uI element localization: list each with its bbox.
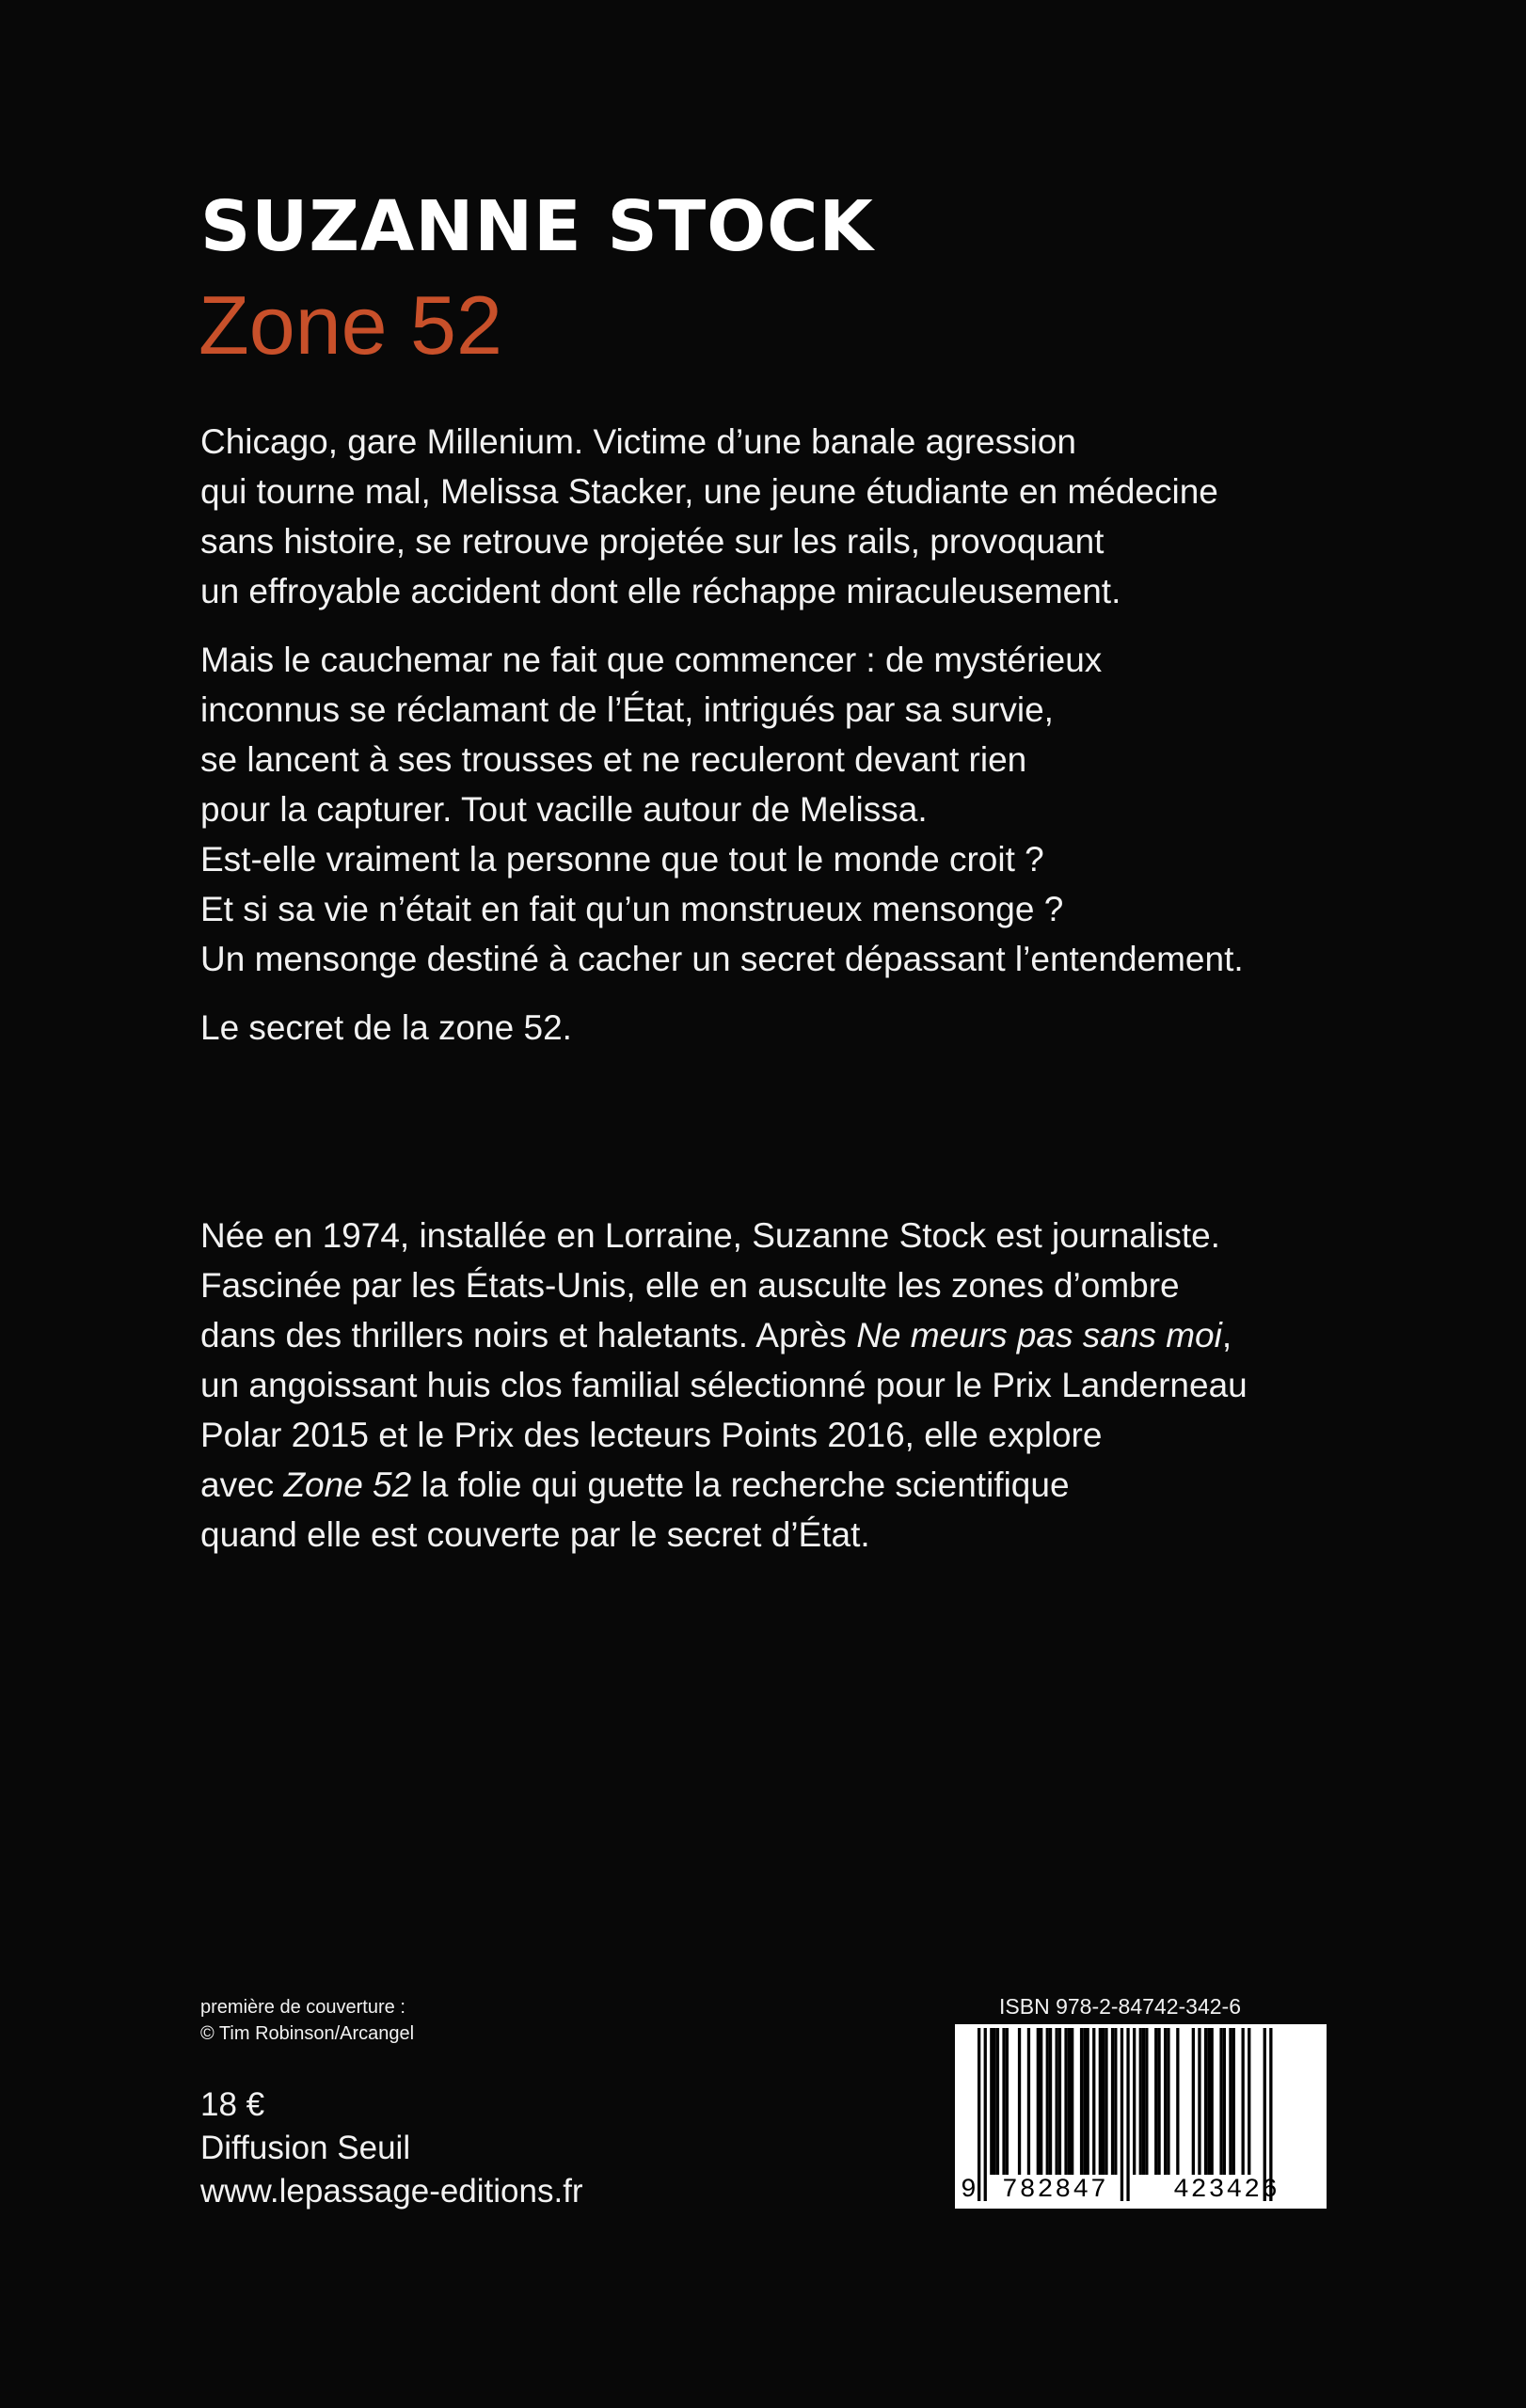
barcode-digit-first: 9 xyxy=(961,2176,977,2205)
author-name: SUZANNE STOCK xyxy=(200,186,874,267)
barcode-bar xyxy=(1154,2028,1157,2175)
barcode-bar xyxy=(1006,2028,1009,2175)
book-title-reference: Zone 52 xyxy=(283,1465,412,1504)
barcode-bar xyxy=(1068,2028,1071,2175)
price: 18 € xyxy=(200,2086,265,2123)
barcode-bar xyxy=(1105,2028,1107,2175)
barcode-bar xyxy=(1099,2028,1102,2175)
barcode-bar xyxy=(1018,2028,1021,2175)
bio-line: un angoissant huis clos familial sélectionné pour le Prix Landerneau xyxy=(200,1366,1248,1404)
barcode-bar xyxy=(1167,2028,1169,2175)
barcode-bar xyxy=(1092,2028,1095,2175)
barcode-bar xyxy=(1176,2028,1179,2175)
barcode-bar xyxy=(1229,2028,1232,2175)
blurb-line: qui tourne mal, Melissa Stacker, une jeune étudiante en médecine xyxy=(200,472,1218,511)
publisher-website: www.lepassage-editions.fr xyxy=(200,2173,583,2210)
blurb-paragraph-2 xyxy=(200,635,1423,984)
publisher-info xyxy=(200,2083,583,2213)
barcode-bar xyxy=(1157,2028,1160,2175)
bio-text: avec xyxy=(200,1465,284,1504)
distribution: Diffusion Seuil xyxy=(200,2130,411,2166)
barcode-bar xyxy=(1232,2028,1235,2175)
bio-line xyxy=(200,1460,1423,1510)
blurb xyxy=(200,417,1423,1071)
barcode-bar xyxy=(1083,2028,1086,2175)
blurb-line: pour la capturer. Tout vacille autour de Melissa. xyxy=(200,790,928,829)
barcode-bar xyxy=(1087,2028,1089,2175)
barcode-digits xyxy=(955,2175,1327,2207)
barcode-bar xyxy=(1192,2028,1195,2175)
barcode-bar xyxy=(1058,2028,1061,2175)
bio-line: Polar 2015 et le Prix des lecteurs Points 2016, elle explore xyxy=(200,1416,1103,1454)
cover-credit xyxy=(200,1994,414,2047)
blurb-paragraph-1 xyxy=(200,417,1423,616)
blurb-line: inconnus se réclamant de l’État, intrigués par sa survie, xyxy=(200,690,1054,729)
barcode-bar xyxy=(1164,2028,1167,2175)
barcode-bar xyxy=(1040,2028,1042,2175)
bio-text: dans des thrillers noirs et haletants. Après xyxy=(200,1316,857,1354)
bio-text: la folie qui guette la recherche scientifique xyxy=(411,1465,1070,1504)
barcode-bar xyxy=(996,2028,999,2175)
book-title-reference: Ne meurs pas sans moi xyxy=(856,1316,1222,1354)
bio-line: Née en 1974, installée en Lorraine, Suzanne Stock est journaliste. xyxy=(200,1216,1220,1255)
credit-label: première de couverture : xyxy=(200,1997,405,2018)
barcode-bar xyxy=(1207,2028,1210,2175)
author-bio xyxy=(200,1211,1423,1560)
barcode-bar xyxy=(1242,2028,1245,2175)
barcode-bar xyxy=(1049,2028,1052,2175)
barcode-bar xyxy=(1027,2028,1030,2175)
barcode-bar xyxy=(993,2028,996,2175)
barcode-bar xyxy=(1056,2028,1058,2175)
bio-paragraph xyxy=(200,1211,1423,1560)
barcode-bar xyxy=(1219,2028,1222,2175)
barcode-bar xyxy=(1204,2028,1207,2175)
barcode-bar xyxy=(1139,2028,1142,2175)
barcode-bar xyxy=(1198,2028,1200,2175)
blurb-line: sans histoire, se retrouve projetée sur les rails, provoquant xyxy=(200,522,1105,561)
barcode-bar xyxy=(1046,2028,1049,2175)
barcode-bar xyxy=(1002,2028,1005,2175)
barcode xyxy=(955,2024,1327,2209)
blurb-line: Un mensonge destiné à cacher un secret dépassant l’entendement. xyxy=(200,940,1244,978)
barcode-digits-right: 423426 xyxy=(1173,2176,1280,2205)
barcode-bar xyxy=(1142,2028,1145,2175)
credit-photo: © Tim Robinson/Arcangel xyxy=(200,2023,415,2044)
barcode-digits-left: 782847 xyxy=(1002,2176,1108,2205)
barcode-bar xyxy=(1071,2028,1073,2175)
barcode-bar xyxy=(1248,2028,1250,2175)
blurb-paragraph-3 xyxy=(200,1003,1423,1053)
bio-line xyxy=(200,1310,1423,1360)
barcode-bar xyxy=(1145,2028,1148,2175)
bio-line: quand elle est couverte par le secret d’État. xyxy=(200,1515,870,1554)
barcode-bar xyxy=(990,2028,993,2175)
blurb-line: Mais le cauchemar ne fait que commencer : de mystérieux xyxy=(200,641,1103,679)
bio-text: , xyxy=(1221,1316,1232,1354)
blurb-line: Est-elle vraiment la personne que tout le monde croit ? xyxy=(200,840,1044,879)
blurb-line: Le secret de la zone 52. xyxy=(200,1008,572,1047)
isbn-number: ISBN 978-2-84742-342-6 xyxy=(999,1994,1241,2019)
blurb-line: Chicago, gare Millenium. Victime d’une banale agression xyxy=(200,422,1076,461)
bio-line: Fascinée par les États-Unis, elle en ausculte les zones d’ombre xyxy=(200,1266,1180,1305)
barcode-bar xyxy=(1037,2028,1040,2175)
blurb-line: se lancent à ses trousses et ne reculeront devant rien xyxy=(200,740,1027,779)
barcode-bar xyxy=(1133,2028,1136,2175)
book-title: Zone 52 xyxy=(199,278,502,372)
blurb-line: un effroyable accident dont elle réchappe miraculeusement. xyxy=(200,572,1121,610)
barcode-bar xyxy=(1064,2028,1067,2175)
barcode-bar xyxy=(1080,2028,1083,2175)
barcode-bar xyxy=(1114,2028,1117,2175)
barcode-bar xyxy=(1223,2028,1226,2175)
barcode-bar xyxy=(1211,2028,1214,2175)
blurb-line: Et si sa vie n’était en fait qu’un monstrueux mensonge ? xyxy=(200,890,1064,928)
barcode-bar xyxy=(1111,2028,1114,2175)
barcode-bar xyxy=(1102,2028,1105,2175)
